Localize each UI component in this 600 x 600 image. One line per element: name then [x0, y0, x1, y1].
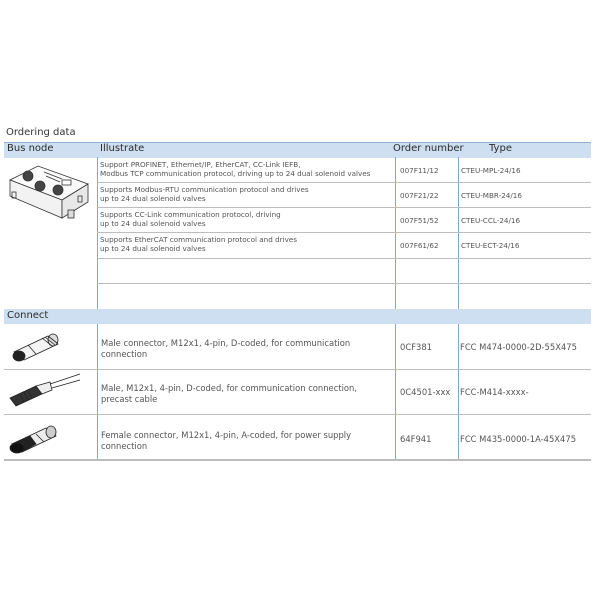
- bus-node-row-4-illustrate: Supports EtherCAT communication protocol and drives up to 24 dual solenoid valves: [100, 235, 297, 253]
- m12-male-connector-icon: [8, 330, 68, 364]
- column-divider: [97, 157, 98, 309]
- connector-row-2-order-number: 0C4501-xxx: [400, 387, 451, 397]
- connector-row-2-illustrate: Male, M12x1, 4-pin, D-coded, for communication connection, precast cable: [101, 383, 358, 404]
- connect-section-bar: [4, 309, 591, 324]
- connector-row-3-order-number: 64F941: [400, 434, 432, 444]
- row-divider: [97, 232, 591, 233]
- connector-row-3-illustrate: Female connector, M12x1, 4-pin, A-coded, for power supply connection: [101, 430, 352, 451]
- m12-female-connector-icon: [6, 420, 68, 456]
- bus-node-row-2-type: CTEU-MBR-24/16: [461, 191, 522, 200]
- bus-node-row-4-order-number: 007F61/62: [400, 241, 439, 250]
- bus-node-module-icon: [6, 162, 92, 224]
- row-divider: [97, 207, 591, 208]
- column-divider: [97, 324, 98, 459]
- column-divider: [458, 324, 459, 459]
- column-divider: [458, 157, 459, 309]
- header-bus-node: Bus node: [7, 143, 54, 154]
- connector-image-3: [6, 420, 68, 456]
- bus-node-row-1-illustrate: Support PROFINET, Ethernet/IP, EtherCAT, CC-Link IEFB, Modbus TCP communication protocol, driving up to 24 dual solenoid valves: [100, 160, 371, 178]
- connector-row-1-order-number: 0CF381: [400, 342, 432, 352]
- header-order-number: Order number: [393, 143, 464, 154]
- connector-row-1-illustrate: Male connector, M12x1, 4-pin, D-coded, for communication connection: [101, 338, 351, 359]
- bus-node-row-1-order-number: 007F11/12: [400, 166, 439, 175]
- connect-section-title: Connect: [7, 310, 49, 321]
- header-type: Type: [489, 143, 512, 154]
- column-divider: [395, 324, 396, 459]
- column-divider: [395, 157, 396, 309]
- bus-node-image: [6, 162, 92, 224]
- connector-row-3-type: FCC M435-0000-1A-45X475: [460, 434, 577, 444]
- row-divider: [4, 414, 591, 415]
- row-divider: [97, 283, 591, 284]
- connector-image-1: [8, 330, 68, 364]
- bus-node-row-3-order-number: 007F51/52: [400, 216, 439, 225]
- header-illustrate: Illustrate: [100, 143, 145, 154]
- bus-node-row-4-type: CTEU-ECT-24/16: [461, 241, 520, 250]
- connector-row-2-type: FCC-M414-xxxx-: [460, 387, 529, 397]
- row-divider: [4, 369, 591, 370]
- row-divider: [97, 182, 591, 183]
- bus-node-row-2-order-number: 007F21/22: [400, 191, 439, 200]
- m12-male-cable-connector-icon: [6, 372, 82, 410]
- bus-node-row-2-illustrate: Supports Modbus-RTU communication protocol and drives up to 24 dual solenoid valves: [100, 185, 309, 203]
- table-bottom-border: [4, 459, 591, 461]
- connector-image-2: [6, 372, 82, 410]
- bus-node-row-3-illustrate: Supports CC-Link communication protocol, driving up to 24 dual solenoid valves: [100, 210, 281, 228]
- bus-node-row-3-type: CTEU-CCL-24/16: [461, 216, 521, 225]
- bus-node-row-1-type: CTEU-MPL-24/16: [461, 166, 521, 175]
- row-divider: [97, 258, 591, 259]
- section-title: Ordering data: [6, 127, 76, 138]
- connector-row-1-type: FCC M474-0000-2D-55X475: [460, 342, 577, 352]
